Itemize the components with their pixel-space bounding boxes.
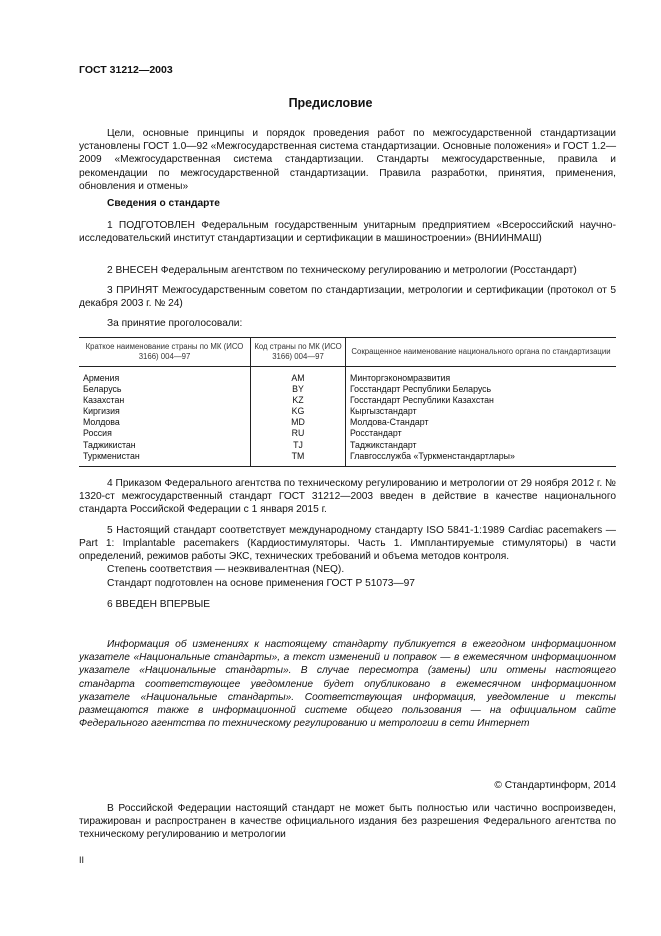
body-cell: Молдова-Стандарт xyxy=(350,417,429,428)
table-row xyxy=(79,406,616,417)
column-header-code: Код страны по МК (ИСО 3166) 004—97 xyxy=(251,338,346,367)
item-3-paragraph: 3 ПРИНЯТ Межгосударственным советом по стандартизации, метрологии и сертификации (протокол от 5 декабря 2003 г. № 24) xyxy=(79,285,616,310)
body-cell: Таджикстандарт xyxy=(350,439,417,450)
country-cell: Армения xyxy=(79,367,251,385)
country-cell: Таджикистан xyxy=(79,440,251,451)
country-cell: Россия xyxy=(79,428,251,439)
item-1-paragraph: 1 ПОДГОТОВЛЕН Федеральным государственным унитарным предприятием «Всероссийский научно-исследовательский институт стандартизации и сертификации в машиностроении» (ВНИИНМАШ) xyxy=(79,220,616,245)
code-cell: TJ xyxy=(251,440,346,451)
body-cell: Главгосслужба «Туркменстандартлары» xyxy=(350,450,515,461)
item-6-paragraph: 6 ВВЕДЕН ВПЕРВЫЕ xyxy=(107,599,211,610)
country-cell: Туркменистан xyxy=(79,451,251,467)
table-row xyxy=(79,395,616,406)
column-header-country: Краткое наименование страны по МК (ИСО 3166) 004—97 xyxy=(79,338,251,367)
item-4-paragraph: 4 Приказом Федерального агентства по техническому регулированию и метрологии от 29 ноября 2012 г. № 1320-ст межгосударственный стандарт ГОСТ 31212—2003 введен в действие в качестве национального стандарта Российской Федерации с 1 января 2015 г. xyxy=(79,478,616,516)
item-5-degree: Степень соответствия — неэквивалентная (NEQ). xyxy=(107,564,345,575)
copyright-line: © Стандартинформ, 2014 xyxy=(494,780,616,791)
intro-paragraph: Цели, основные принципы и порядок проведения работ по межгосударственной стандартизации установлены ГОСТ 1.0—92 «Межгосударственная система стандартизации. Основные положения» и ГОСТ 1.2—2009 «Межгосударственная система стандартизации. Стандарты межгосударственные, правила и рекомендации по межгосударственной стандартизации. Правила разработки, принятия, применения, обновления и отмены» xyxy=(79,128,617,192)
legal-paragraph: В Российской Федерации настоящий стандарт не может быть полностью или частично воспроизведен, тиражирован и распространен в качестве официального издания без разрешения Федерального агентства по техническому регулированию и метрологии xyxy=(79,803,616,841)
table-row xyxy=(79,440,616,451)
body-cell: Госстандарт Республики Казахстан xyxy=(350,395,494,406)
country-cell: Молдова xyxy=(79,417,251,428)
country-cell: Казахстан xyxy=(79,395,251,406)
body-cell: Минторгэкономразвития xyxy=(350,373,451,383)
document-id-header: ГОСТ 31212—2003 xyxy=(79,64,173,76)
voting-table xyxy=(79,337,616,467)
table-row xyxy=(79,428,616,439)
body-cell: Росстандарт xyxy=(350,428,402,439)
table-row xyxy=(79,417,616,428)
page-number: II xyxy=(79,855,85,865)
code-cell: RU xyxy=(251,428,346,439)
code-cell: AM xyxy=(251,367,346,385)
table-row xyxy=(79,367,616,385)
table-header-row xyxy=(79,338,616,367)
item-2-paragraph: 2 ВНЕСЕН Федеральным агентством по техническому регулированию и метрологии (Росстандарт) xyxy=(107,265,577,276)
info-heading: Сведения о стандарте xyxy=(107,198,220,209)
code-cell: KZ xyxy=(251,395,346,406)
page-title: Предисловие xyxy=(288,96,373,110)
code-cell: KG xyxy=(251,406,346,417)
code-cell: TM xyxy=(251,451,346,467)
item-5-basis: Стандарт подготовлен на основе применения ГОСТ Р 51073—97 xyxy=(107,578,415,589)
table-row xyxy=(79,451,616,467)
body-cell: Госстандарт Республики Беларусь xyxy=(350,384,492,395)
code-cell: MD xyxy=(251,417,346,428)
code-cell: BY xyxy=(251,384,346,395)
column-header-body: Сокращенное наименование национального органа по стандартизации xyxy=(346,338,617,367)
country-cell: Киргизия xyxy=(79,406,251,417)
item-5-paragraph: 5 Настоящий стандарт соответствует международному стандарту ISO 5841-1:1989 Cardiac pacemakers — Part 1: Implantable pacemakers (Кардиостимуляторы. Часть 1. Имплантируемые стимуляторы) в части определений, режимов работы ЭКС, технических требований и объема методов контроля. xyxy=(79,525,616,563)
table-row xyxy=(79,384,616,395)
notice-paragraph: Информация об изменениях к настоящему стандарту публикуется в ежегодном информационном указателе «Национальные стандарты», а текст изменений и поправок — в ежемесячном информационном указателе «Национальные стандарты». В случае пересмотра (замены) или отмены настоящего стандарта соответствующее уведомление будет опубликовано в ежемесячном информационном указателе «Национальные стандарты». Соответствующая информация, уведомление и тексты размещаются также в информационной системе общего пользования — на официальном сайте Федерального агентства по техническому регулированию и метрологии в сети Интернет xyxy=(79,639,616,730)
voted-label: За принятие проголосовали: xyxy=(107,318,243,329)
body-cell: Кыргызстандарт xyxy=(350,406,417,417)
country-cell: Беларусь xyxy=(79,384,251,395)
